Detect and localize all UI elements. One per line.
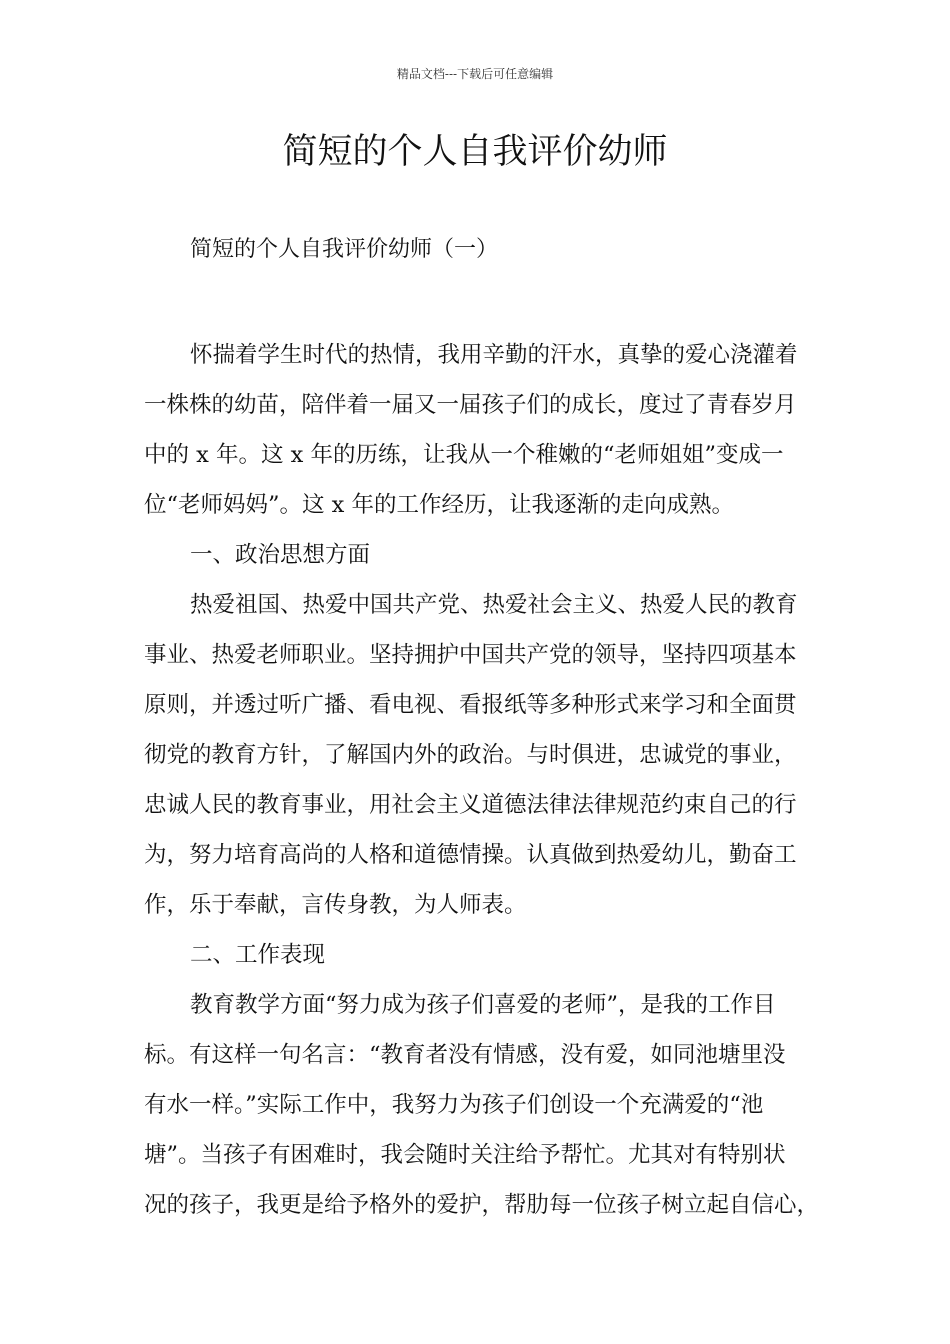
body-line: 有水一样。”实际工作中，我努力为孩子们创设一个充满爱的“池	[144, 1092, 764, 1118]
body-line: 为，努力培育高尚的人格和道德情操。认真做到热爱幼儿，勤奋工	[144, 842, 797, 868]
body-line: 一株株的幼苗，陪伴着一届又一届孩子们的成长，度过了青春岁月	[144, 392, 797, 418]
running-header: 精品文档---下载后可任意编辑	[396, 67, 554, 81]
body-line: 热爱祖国、热爱中国共产党、热爱社会主义、热爱人民的教育	[190, 592, 798, 618]
body-line: 原则，并透过听广播、看电视、看报纸等多种形式来学习和全面贯	[144, 692, 797, 718]
body-line: 塘”。当孩子有困难时，我会随时关注给予帮忙。尤其对有特别状	[144, 1142, 786, 1168]
body-line: 位“老师妈妈”。这 x 年的工作经历，让我逐渐的走向成熟。	[144, 492, 734, 518]
body-line: 事业、热爱老师职业。坚持拥护中国共产党的领导，坚持四项基本	[144, 642, 797, 668]
body-line: 忠诚人民的教育事业，用社会主义道德法律法律规范约束自己的行	[144, 792, 797, 818]
body-line: 彻党的教育方针，了解国内外的政治。与时俱进，忠诚党的事业，	[144, 742, 797, 768]
document-body	[144, 330, 820, 1230]
document-subtitle: 简短的个人自我评价幼师（一）	[190, 237, 499, 262]
body-line: 怀揣着学生时代的热情，我用辛勤的汗水，真挚的爱心浇灌着	[190, 342, 798, 368]
section-heading: 二、工作表现	[190, 942, 326, 968]
document-title: 简短的个人自我评价幼师	[282, 132, 668, 172]
body-line: 标。有这样一句名言：“教育者没有情感，没有爱，如同池塘里没	[144, 1042, 786, 1068]
body-line: 作，乐于奉献，言传身教，为人师表。	[144, 892, 527, 918]
body-line: 教育教学方面“努力成为孩子们喜爱的老师”，是我的工作目	[190, 992, 776, 1018]
body-line: 中的 x 年。这 x 年的历练，让我从一个稚嫩的“老师姐姐”变成一	[144, 442, 784, 468]
body-line: 况的孩子，我更是给予格外的爱护，帮肋每一位孩子树立起自信心，	[144, 1192, 820, 1218]
section-heading: 一、政治思想方面	[190, 542, 371, 568]
